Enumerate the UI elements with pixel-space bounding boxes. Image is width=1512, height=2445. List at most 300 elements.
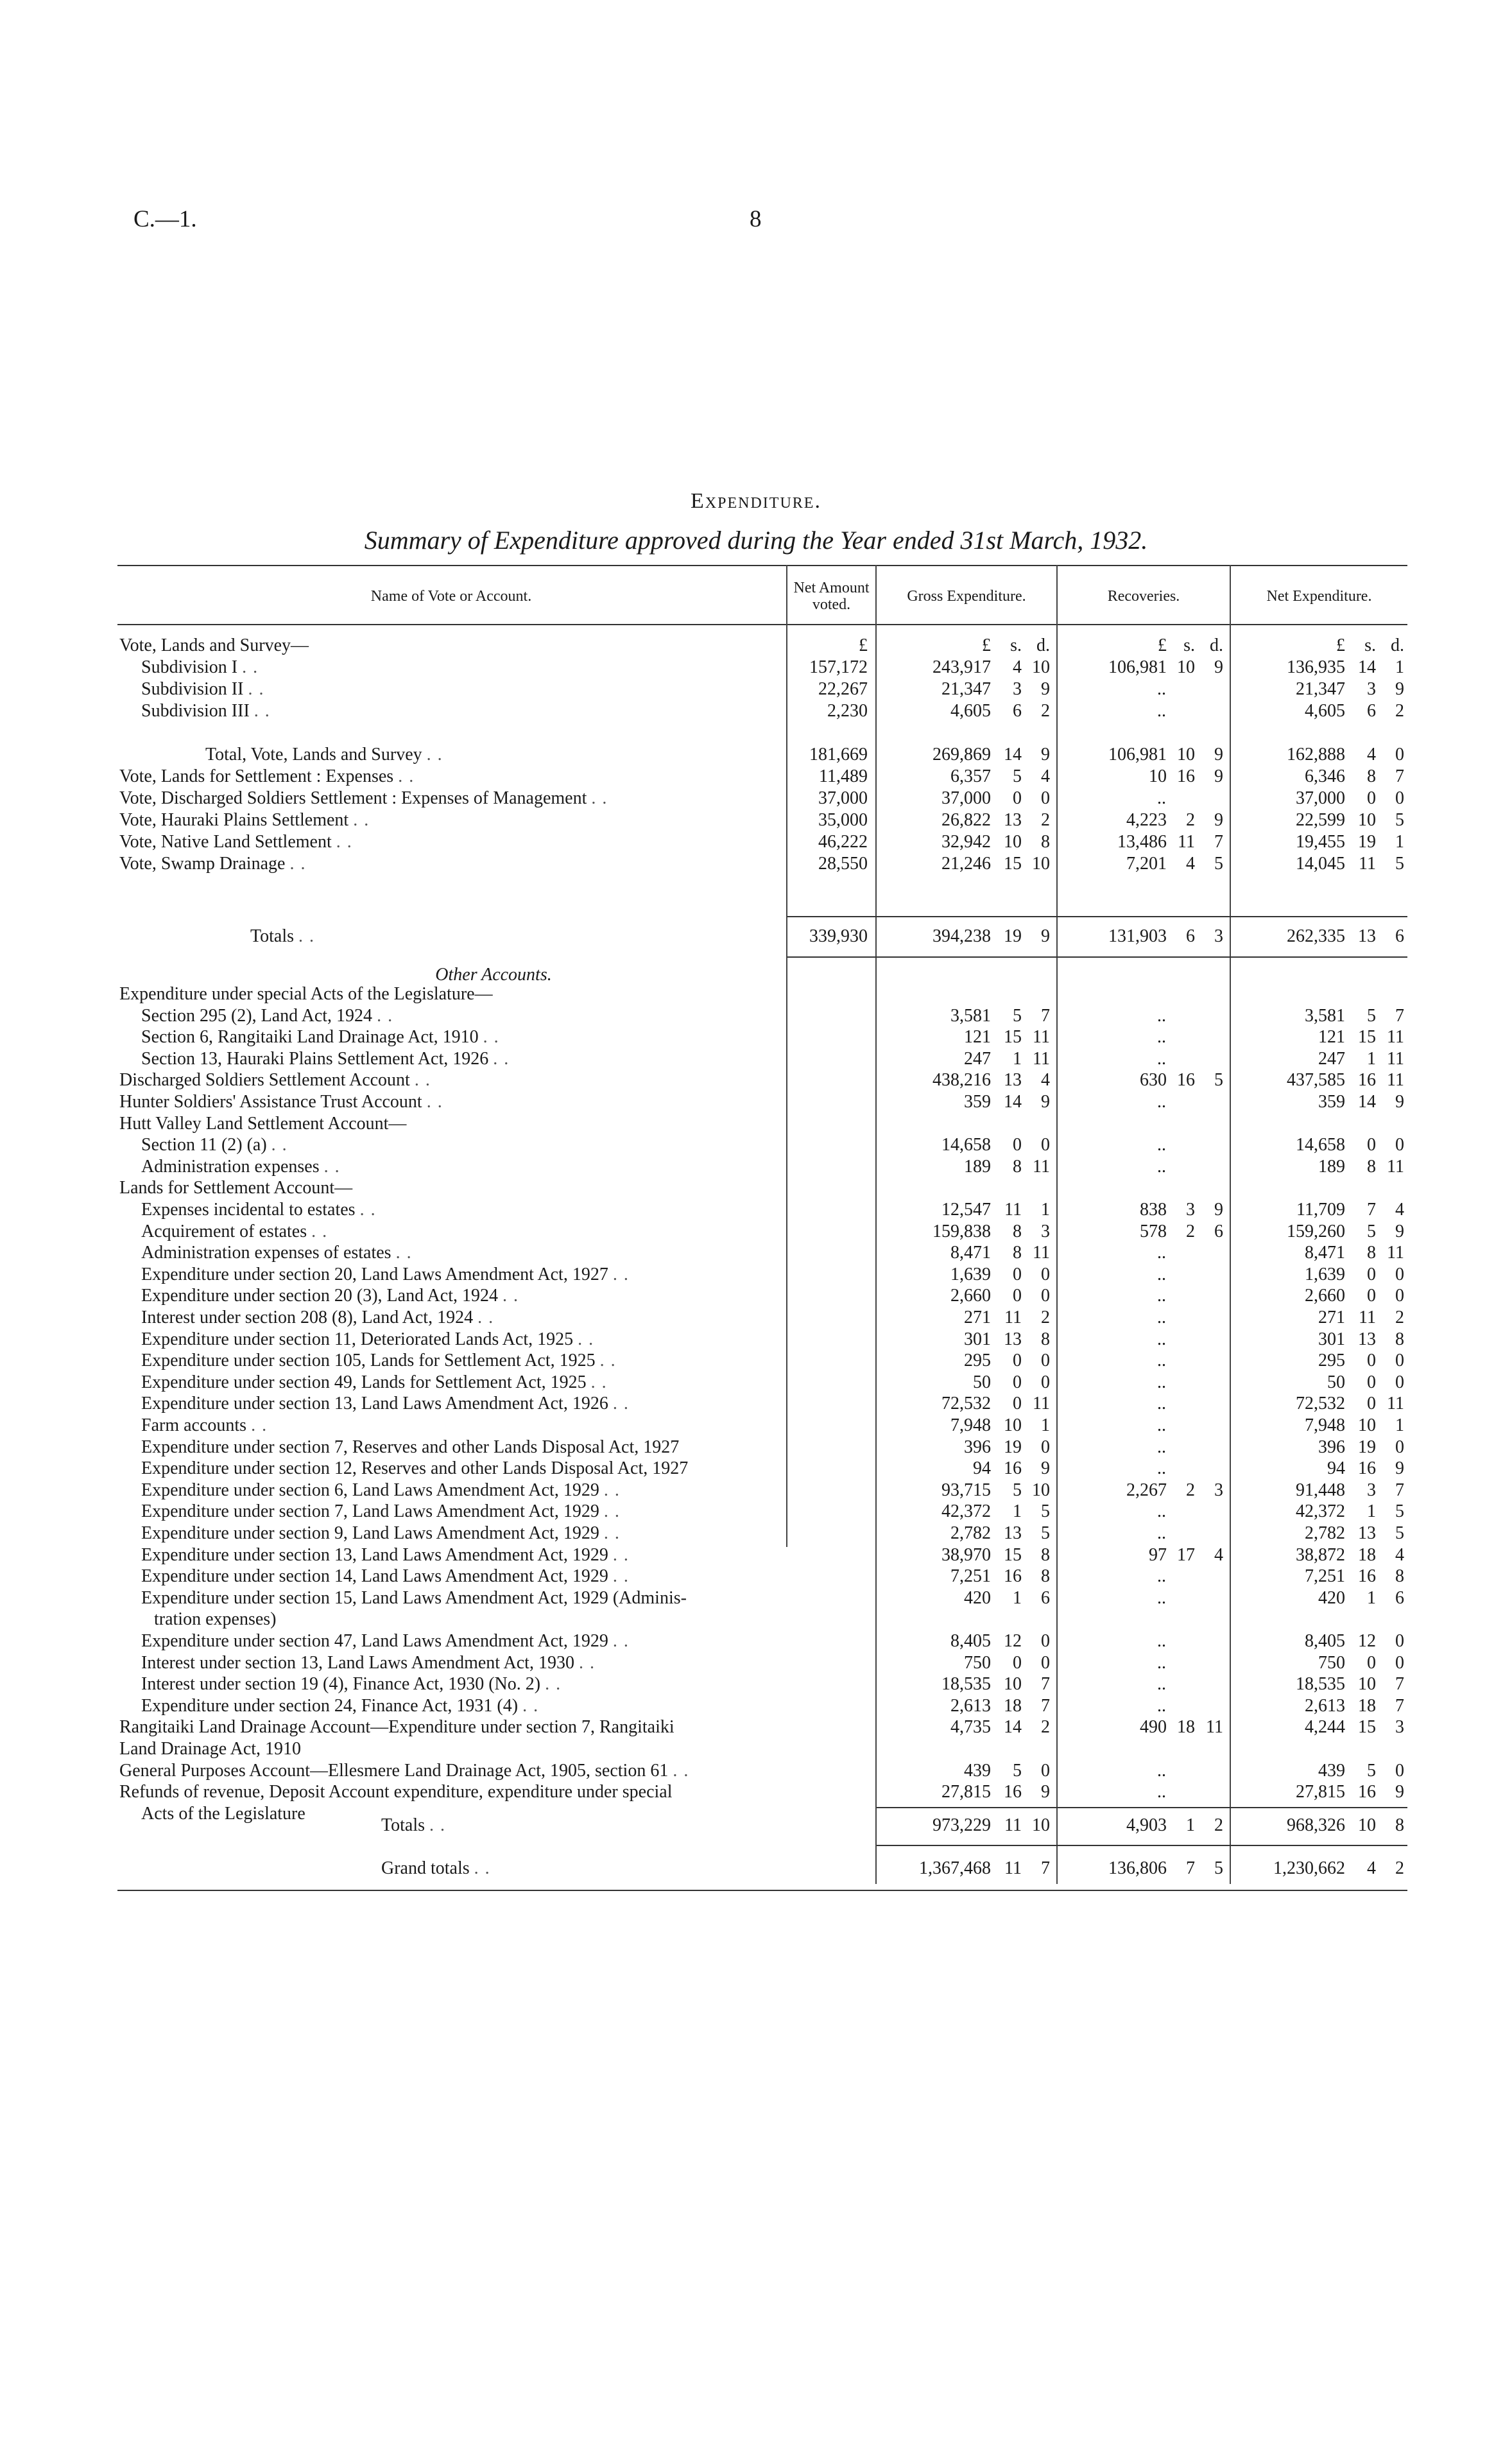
- row-label-text: Vote, Lands for Settlement : Expenses: [119, 766, 394, 786]
- gross-pounds: 8,471: [950, 1243, 991, 1263]
- recoveries-pence: 5: [1214, 854, 1223, 874]
- table-row: [0, 983, 1512, 1005]
- recoveries-pounds: 106,981: [1108, 745, 1167, 765]
- gross-pounds: 750: [964, 1652, 991, 1673]
- net-exp-pence: 9: [1395, 1092, 1404, 1112]
- gross-pence: 7: [1041, 1674, 1050, 1695]
- row-label: [141, 1026, 787, 1048]
- net-exp-pence: 5: [1395, 1501, 1404, 1522]
- net-exp-pence: 2: [1395, 701, 1404, 721]
- net-exp-pence: 8: [1395, 1329, 1404, 1349]
- row-label-text: Interest under section 13, Land Laws Amendment Act, 1930: [141, 1652, 574, 1673]
- recoveries-nil: ..: [1157, 1264, 1166, 1284]
- row-label-text: General Purposes Account—Ellesmere Land Drainage Act, 1905, section 61: [119, 1760, 669, 1781]
- net-exp-pence: 9: [1395, 1458, 1404, 1479]
- net-exp-pounds: 301: [1318, 1329, 1345, 1349]
- net-exp-shillings: 4: [1367, 1858, 1376, 1878]
- table-row: [0, 1458, 1512, 1479]
- page-ref: C.—1.: [133, 206, 197, 232]
- net-amount-voted: 28,550: [818, 854, 868, 874]
- net-exp-shillings: 3: [1367, 1480, 1376, 1500]
- page-number: 8: [750, 206, 762, 232]
- recoveries-nil: ..: [1157, 1674, 1166, 1695]
- leader-dots: ..: [590, 1372, 613, 1392]
- recoveries-nil: ..: [1157, 1587, 1166, 1608]
- table-row: [0, 1609, 1512, 1630]
- net-exp-pounds: 750: [1318, 1652, 1345, 1673]
- row-label-text: Expenditure under section 15, Land Laws Amendment Act, 1929 (Adminis-: [141, 1587, 687, 1608]
- row-label: [141, 657, 787, 678]
- recoveries-pounds: 106,981: [1108, 657, 1167, 677]
- net-exp-pounds: 968,326: [1287, 1815, 1345, 1835]
- gross-pounds: 1,367,468: [919, 1858, 991, 1878]
- net-exp-pounds: 359: [1318, 1092, 1345, 1112]
- gross-pounds: 359: [964, 1092, 991, 1112]
- recoveries-pence: 9: [1214, 657, 1223, 677]
- gross-pence: 11: [1033, 1243, 1050, 1263]
- net-exp-pence: 11: [1387, 1243, 1404, 1263]
- net-exp-pounds: 8,405: [1305, 1631, 1345, 1651]
- leader-dots: ..: [414, 1070, 436, 1091]
- net-exp-pounds: 396: [1318, 1437, 1345, 1457]
- net-exp-shillings: 0: [1367, 1286, 1376, 1306]
- gross-pounds: 8,405: [950, 1631, 991, 1651]
- table-row: [0, 1069, 1512, 1091]
- leader-dots: ..: [311, 1221, 334, 1241]
- row-label: [119, 766, 787, 787]
- row-label-text: Section 295 (2), Land Act, 1924: [141, 1005, 373, 1026]
- recoveries-pounds: 131,903: [1108, 926, 1167, 946]
- gross-pounds: 271: [964, 1308, 991, 1327]
- table-row: [0, 700, 1512, 721]
- unit-pence: d.: [1036, 635, 1050, 655]
- gross-pence: 0: [1041, 1351, 1050, 1371]
- net-exp-pounds: 38,872: [1296, 1544, 1345, 1565]
- net-exp-pence: 0: [1395, 1652, 1404, 1673]
- row-label: [141, 1523, 787, 1544]
- column-header-recoveries: Recoveries.: [1107, 588, 1180, 605]
- leader-dots: ..: [377, 1005, 399, 1026]
- net-exp-shillings: 16: [1358, 1458, 1376, 1479]
- recoveries-nil: ..: [1157, 1092, 1166, 1112]
- leader-dots: ..: [673, 1760, 695, 1781]
- gross-pence: 0: [1041, 1631, 1050, 1651]
- leader-dots: ..: [248, 679, 270, 699]
- leader-dots: ..: [474, 1858, 496, 1878]
- gross-shillings: 15: [1004, 854, 1022, 874]
- gross-shillings: 0: [1013, 1286, 1022, 1306]
- net-exp-pence: 11: [1387, 1027, 1404, 1048]
- gross-shillings: 14: [1004, 745, 1022, 765]
- recoveries-nil: ..: [1157, 1501, 1166, 1522]
- row-label-text: Section 11 (2) (a): [141, 1135, 267, 1155]
- column-header-gross: Gross Expenditure.: [907, 588, 1026, 605]
- gross-pence: 6: [1041, 1587, 1050, 1608]
- row-label-text: Vote, Swamp Drainage: [119, 854, 286, 874]
- gross-pence: 9: [1041, 745, 1050, 765]
- gross-pence: 10: [1032, 854, 1050, 874]
- table-row: [0, 678, 1512, 700]
- gross-pounds: 269,869: [932, 745, 991, 765]
- gross-shillings: 11: [1004, 1200, 1022, 1220]
- net-exp-pounds: 50: [1327, 1372, 1345, 1392]
- gross-pence: 9: [1041, 1458, 1050, 1479]
- row-label-text: Section 6, Rangitaiki Land Drainage Act, 1910: [141, 1027, 479, 1048]
- recoveries-shillings: 2: [1186, 810, 1195, 830]
- table-row: [0, 1760, 1512, 1781]
- net-exp-pounds: 2,613: [1305, 1695, 1345, 1716]
- leader-dots: ..: [493, 1048, 515, 1069]
- gross-pence: 4: [1041, 766, 1050, 786]
- gross-pence: 10: [1032, 657, 1050, 677]
- unit-shilling: s.: [1010, 635, 1022, 655]
- row-label: [141, 678, 787, 700]
- row-label: [141, 1695, 787, 1716]
- recoveries-shillings: 10: [1177, 657, 1195, 677]
- gross-pounds: 439: [964, 1760, 991, 1781]
- table-row: [0, 1738, 1512, 1759]
- row-label-text: Expenditure under section 20 (3), Land Act, 1924: [141, 1286, 498, 1306]
- gross-shillings: 4: [1013, 657, 1022, 677]
- row-label-text: Hutt Valley Land Settlement Account—: [119, 1113, 407, 1134]
- gross-pounds: 301: [964, 1329, 991, 1349]
- leader-dots: ..: [483, 1027, 505, 1048]
- row-label: [119, 853, 787, 874]
- recoveries-pence: 9: [1214, 1200, 1223, 1220]
- recoveries-pounds: 630: [1140, 1070, 1167, 1091]
- recoveries-shillings: 7: [1186, 1858, 1195, 1878]
- recoveries-pence: 6: [1214, 1221, 1223, 1241]
- row-label-text: tration expenses): [154, 1609, 277, 1630]
- gross-pence: 9: [1041, 1782, 1050, 1802]
- gross-pounds: 247: [964, 1048, 991, 1069]
- leader-dots: ..: [545, 1674, 567, 1695]
- net-exp-shillings: 0: [1367, 1652, 1376, 1673]
- net-exp-shillings: 0: [1367, 1394, 1376, 1414]
- gross-pence: 0: [1041, 1286, 1050, 1306]
- recoveries-shillings: 3: [1186, 1200, 1195, 1220]
- net-amount-voted: 11,489: [819, 766, 868, 786]
- leader-dots: ..: [359, 1200, 382, 1220]
- row-label-text: Lands for Settlement Account—: [119, 1178, 353, 1198]
- gross-pounds: 37,000: [941, 788, 991, 808]
- gross-pence: 7: [1041, 1858, 1050, 1878]
- gross-pounds: 50: [973, 1372, 991, 1392]
- gross-pence: 2: [1041, 810, 1050, 830]
- net-exp-shillings: 19: [1358, 832, 1376, 852]
- gross-pence: 0: [1041, 1652, 1050, 1673]
- table-row: [0, 1480, 1512, 1501]
- net-exp-shillings: 10: [1358, 1674, 1376, 1695]
- net-exp-pounds: 1,230,662: [1273, 1858, 1345, 1878]
- table-row: [0, 1242, 1512, 1263]
- recoveries-pence: 3: [1214, 1480, 1223, 1500]
- recoveries-pounds: 490: [1140, 1717, 1167, 1738]
- net-exp-shillings: 13: [1358, 1523, 1376, 1543]
- table-row: [0, 1048, 1512, 1069]
- net-exp-shillings: 16: [1358, 1566, 1376, 1587]
- row-label-text: Subdivision I: [141, 657, 238, 677]
- gross-pence: 11: [1033, 1027, 1050, 1048]
- leader-dots: ..: [612, 1566, 635, 1587]
- recoveries-pounds: 838: [1140, 1200, 1167, 1220]
- row-label: [141, 1372, 787, 1393]
- leader-dots: ..: [603, 1523, 626, 1543]
- net-exp-shillings: 5: [1367, 1221, 1376, 1241]
- recoveries-nil: ..: [1157, 1135, 1166, 1155]
- unit-shilling: s.: [1183, 635, 1195, 655]
- gross-shillings: 15: [1004, 1027, 1022, 1048]
- leader-dots: ..: [502, 1286, 524, 1306]
- row-label: [119, 1069, 787, 1091]
- recoveries-pounds: 97: [1149, 1544, 1167, 1565]
- net-exp-shillings: 0: [1367, 1372, 1376, 1392]
- row-label-text: Expenditure under section 9, Land Laws Amendment Act, 1929: [141, 1523, 599, 1543]
- gross-pence: 0: [1041, 1372, 1050, 1392]
- net-exp-pounds: 22,599: [1296, 810, 1345, 830]
- table-row: [0, 1372, 1512, 1393]
- recoveries-nil: ..: [1157, 1005, 1166, 1026]
- recoveries-pounds: 4,903: [1126, 1815, 1167, 1835]
- net-exp-pence: 0: [1395, 1372, 1404, 1392]
- row-label: [119, 831, 787, 852]
- gross-pounds: 12,547: [941, 1200, 991, 1220]
- table-row: [0, 1501, 1512, 1522]
- table-subtitle: Summary of Expenditure approved during the Year ended 31st March, 1932.: [364, 526, 1148, 555]
- net-exp-shillings: 10: [1358, 810, 1376, 830]
- recoveries-shillings: 18: [1177, 1717, 1195, 1738]
- table-row: [0, 1134, 1512, 1155]
- row-label: [141, 1307, 787, 1328]
- gross-shillings: 0: [1013, 788, 1022, 808]
- recoveries-nil: ..: [1157, 1566, 1166, 1587]
- net-exp-pounds: 11,709: [1296, 1200, 1345, 1220]
- net-exp-shillings: 11: [1359, 1308, 1376, 1327]
- gross-pounds: 72,532: [941, 1394, 991, 1414]
- net-exp-pounds: 1,639: [1305, 1264, 1345, 1284]
- gross-shillings: 12: [1004, 1631, 1022, 1651]
- table-row: [0, 1329, 1512, 1350]
- gross-pence: 10: [1032, 1480, 1050, 1500]
- recoveries-shillings: 16: [1177, 766, 1195, 786]
- net-exp-pence: 6: [1395, 1587, 1404, 1608]
- leader-dots: ..: [426, 1092, 449, 1112]
- row-label: [141, 700, 787, 721]
- net-exp-pounds: 19,455: [1296, 832, 1345, 852]
- net-exp-pence: 9: [1395, 1221, 1404, 1241]
- leader-dots: ..: [398, 766, 420, 786]
- net-exp-shillings: 18: [1358, 1544, 1376, 1565]
- row-label: [141, 1199, 787, 1220]
- net-exp-pence: 7: [1395, 1674, 1404, 1695]
- leader-dots: ..: [603, 1501, 626, 1522]
- net-exp-pence: 7: [1395, 1005, 1404, 1026]
- gross-shillings: 10: [1004, 1415, 1022, 1435]
- net-exp-pence: 0: [1395, 745, 1404, 765]
- row-label: [205, 744, 873, 765]
- net-exp-shillings: 1: [1367, 1048, 1376, 1069]
- recoveries-pounds: 136,806: [1108, 1858, 1167, 1878]
- table-row: [0, 766, 1512, 787]
- gross-pence: 10: [1032, 1815, 1050, 1835]
- net-exp-pounds: 271: [1318, 1308, 1345, 1327]
- other-accounts-title: Other Accounts.: [435, 965, 552, 985]
- gross-shillings: 0: [1013, 1264, 1022, 1284]
- row-label-text: Vote, Hauraki Plains Settlement: [119, 810, 349, 830]
- recoveries-nil: ..: [1157, 701, 1166, 721]
- gross-shillings: 19: [1004, 926, 1022, 946]
- row-label: [141, 1652, 787, 1673]
- row-label: [141, 1048, 787, 1069]
- gross-shillings: 6: [1013, 701, 1022, 721]
- gross-pence: 8: [1041, 832, 1050, 852]
- gross-pence: 11: [1033, 1048, 1050, 1069]
- net-exp-pounds: 162,888: [1287, 745, 1345, 765]
- gross-pounds: 4,605: [950, 701, 991, 721]
- gross-shillings: 18: [1004, 1695, 1022, 1716]
- gross-pence: 5: [1041, 1523, 1050, 1543]
- table-row: [0, 1437, 1512, 1458]
- gross-pounds: 21,347: [941, 679, 991, 699]
- table-row: [0, 1630, 1512, 1652]
- net-exp-pounds: 4,605: [1305, 701, 1345, 721]
- net-exp-pounds: 295: [1318, 1351, 1345, 1371]
- leader-dots: ..: [591, 788, 614, 808]
- net-exp-pence: 8: [1395, 1566, 1404, 1587]
- net-exp-shillings: 3: [1367, 679, 1376, 699]
- table-row: [0, 657, 1512, 678]
- row-label: [119, 1738, 787, 1759]
- net-exp-shillings: 10: [1358, 1415, 1376, 1435]
- net-exp-pence: 8: [1395, 1815, 1404, 1835]
- row-label: [119, 1113, 787, 1134]
- gross-pence: 8: [1041, 1544, 1050, 1565]
- recoveries-pence: 9: [1214, 745, 1223, 765]
- net-exp-pence: 7: [1395, 1480, 1404, 1500]
- gross-pence: 5: [1041, 1501, 1050, 1522]
- gross-pounds: 1,639: [950, 1264, 991, 1284]
- row-label-text: Expenditure under section 24, Finance Act, 1931 (4): [141, 1695, 519, 1716]
- table-row: [0, 1221, 1512, 1242]
- table-row: [0, 1285, 1512, 1306]
- net-exp-pounds: 7,251: [1305, 1566, 1345, 1587]
- gross-shillings: 13: [1004, 1523, 1022, 1543]
- gross-shillings: 3: [1013, 679, 1022, 699]
- gross-shillings: 5: [1013, 1480, 1022, 1500]
- table-row: [0, 1177, 1512, 1198]
- leader-dots: ..: [242, 657, 264, 677]
- net-exp-pence: 4: [1395, 1544, 1404, 1565]
- unit-pound: £: [859, 635, 868, 655]
- net-amount-voted: 37,000: [818, 788, 868, 808]
- row-label: [141, 1156, 787, 1177]
- recoveries-nil: ..: [1157, 788, 1166, 808]
- row-label: [119, 1781, 877, 1802]
- row-label: [119, 1091, 787, 1112]
- recoveries-nil: ..: [1157, 1286, 1166, 1306]
- recoveries-shillings: 2: [1186, 1221, 1195, 1241]
- row-label: [141, 1673, 787, 1695]
- table-row: [0, 1815, 1512, 1836]
- net-exp-pence: 0: [1395, 1286, 1404, 1306]
- net-exp-shillings: 0: [1367, 788, 1376, 808]
- gross-shillings: 1: [1013, 1048, 1022, 1069]
- row-label-text: Expenditure under section 47, Land Laws Amendment Act, 1929: [141, 1631, 608, 1651]
- gross-pence: 11: [1033, 1394, 1050, 1414]
- gross-pounds: 159,838: [932, 1221, 991, 1241]
- leader-dots: ..: [298, 926, 321, 946]
- net-exp-pounds: 121: [1318, 1027, 1345, 1048]
- net-exp-pence: 7: [1395, 1695, 1404, 1716]
- gross-pence: 9: [1041, 926, 1050, 946]
- recoveries-nil: ..: [1157, 1156, 1166, 1177]
- net-exp-shillings: 14: [1358, 657, 1376, 677]
- net-exp-pounds: 21,347: [1296, 679, 1345, 699]
- net-exp-shillings: 13: [1358, 1329, 1376, 1349]
- recoveries-pence: 9: [1214, 810, 1223, 830]
- net-amount-voted: 339,930: [809, 926, 868, 946]
- gross-pounds: 94: [973, 1458, 991, 1479]
- net-exp-pence: 0: [1395, 1351, 1404, 1371]
- recoveries-nil: ..: [1157, 1695, 1166, 1716]
- row-label: [119, 983, 787, 1005]
- leader-dots: ..: [578, 1652, 601, 1673]
- net-exp-shillings: 7: [1367, 1200, 1376, 1220]
- net-exp-pence: 5: [1395, 1523, 1404, 1543]
- table-row: [0, 1113, 1512, 1134]
- table-row: [0, 744, 1512, 765]
- gross-pence: 0: [1041, 1437, 1050, 1457]
- net-exp-pence: 0: [1395, 1264, 1404, 1284]
- row-label-text: Vote, Lands and Survey—: [119, 635, 309, 655]
- gross-pence: 2: [1041, 701, 1050, 721]
- leader-dots: ..: [612, 1544, 635, 1565]
- table-row: [0, 853, 1512, 874]
- recoveries-pence: 4: [1214, 1544, 1223, 1565]
- row-label-text: Totals: [250, 926, 295, 946]
- net-exp-pence: 0: [1395, 788, 1404, 808]
- net-exp-pence: 0: [1395, 1437, 1404, 1457]
- gross-shillings: 16: [1004, 1566, 1022, 1587]
- gross-pounds: 32,942: [941, 832, 991, 852]
- net-exp-shillings: 12: [1358, 1631, 1376, 1651]
- gross-shillings: 5: [1013, 1760, 1022, 1781]
- net-exp-pence: 11: [1387, 1048, 1404, 1069]
- gross-pounds: 38,970: [941, 1544, 991, 1565]
- recoveries-nil: ..: [1157, 1458, 1166, 1479]
- top-rule: [117, 565, 1407, 566]
- row-label-text: Expenditure under section 7, Land Laws Amendment Act, 1929: [141, 1501, 599, 1522]
- recoveries-nil: ..: [1157, 1243, 1166, 1263]
- recoveries-nil: ..: [1157, 1782, 1166, 1802]
- net-exp-pounds: 136,935: [1287, 657, 1345, 677]
- other-accounts-heading: [0, 964, 1512, 985]
- table-row: [0, 1523, 1512, 1544]
- gross-pounds: 394,238: [932, 926, 991, 946]
- gross-pence: 7: [1041, 1005, 1050, 1026]
- table-row: [0, 1695, 1512, 1716]
- column-header-net-expenditure: Net Expenditure.: [1266, 588, 1372, 605]
- gross-shillings: 16: [1004, 1782, 1022, 1802]
- row-label-text: Expenditure under section 105, Lands for Settlement Act, 1925: [141, 1351, 596, 1371]
- gross-shillings: 19: [1004, 1437, 1022, 1457]
- row-label: [141, 1415, 787, 1436]
- net-exp-pence: 1: [1395, 832, 1404, 852]
- row-label: [141, 1458, 898, 1479]
- recoveries-pence: 11: [1206, 1717, 1223, 1738]
- rule: [787, 916, 1407, 917]
- row-label: [141, 1544, 787, 1566]
